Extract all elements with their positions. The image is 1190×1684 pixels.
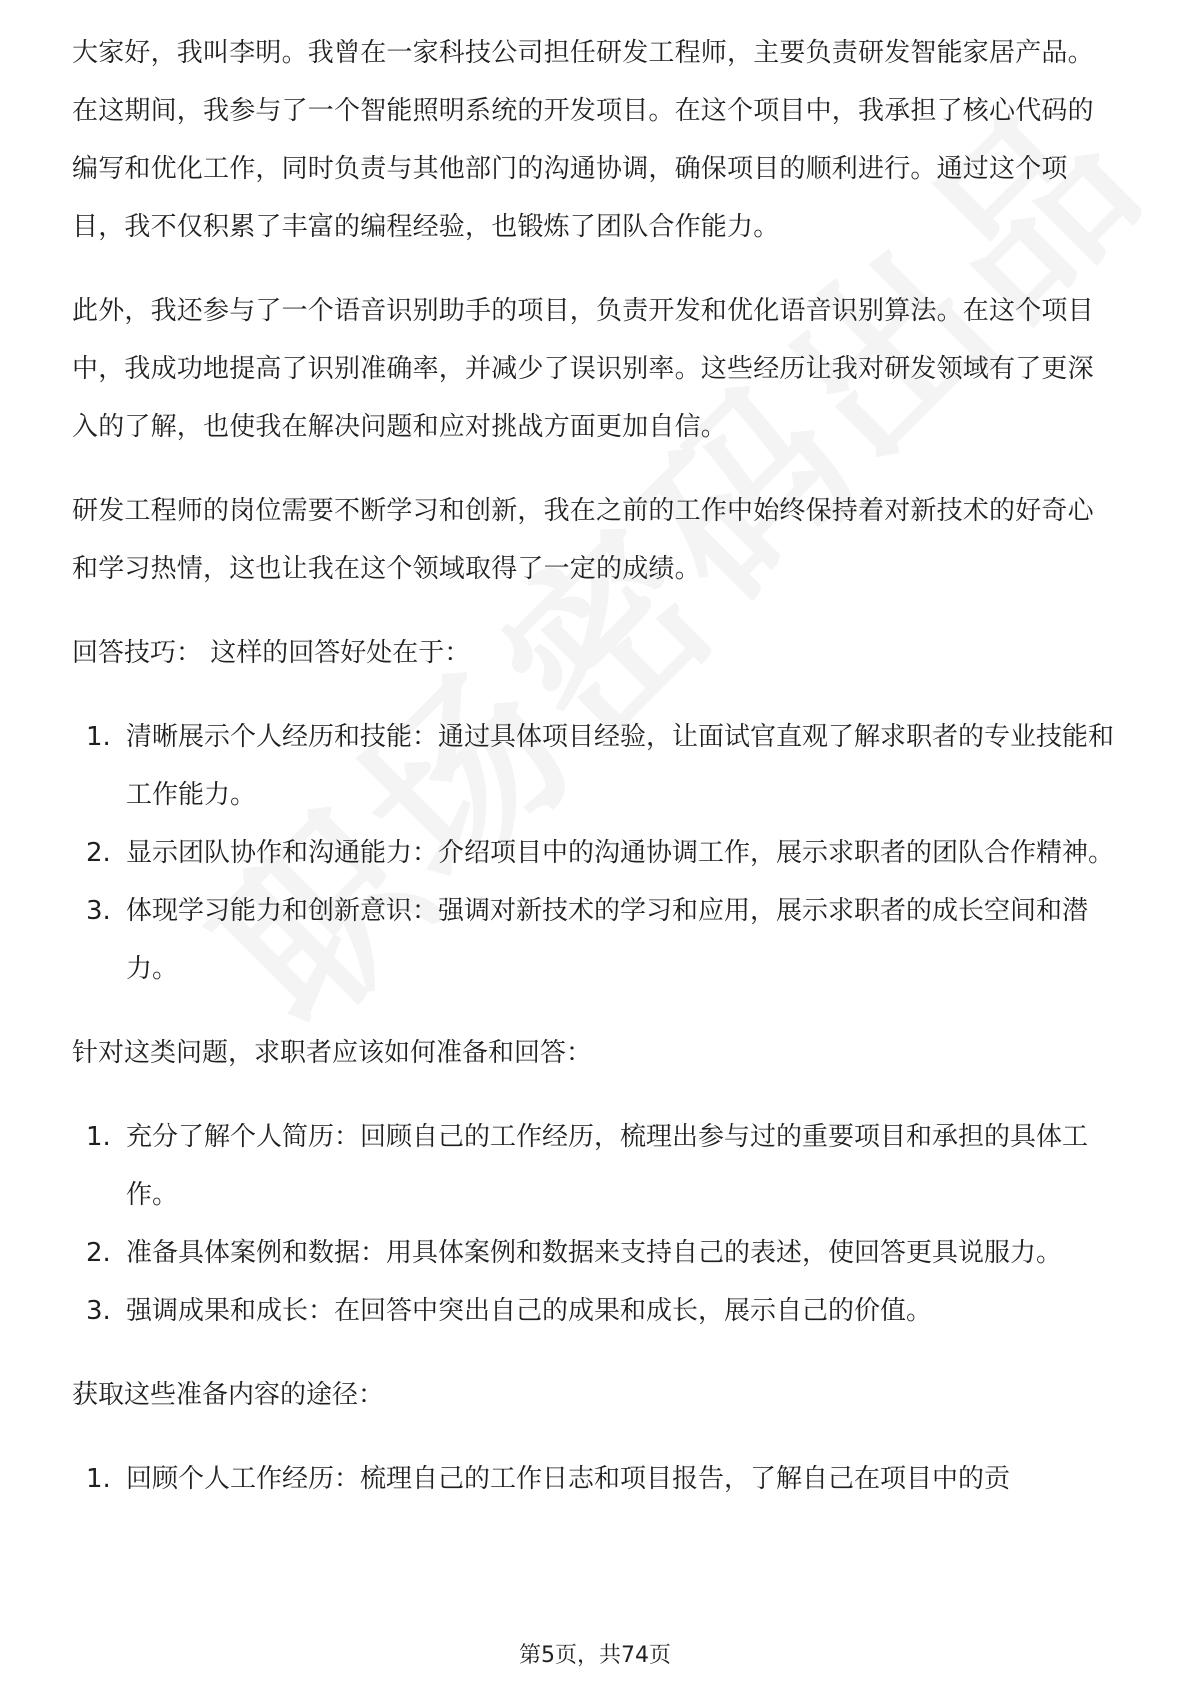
paragraph-voice-project: 此外，我还参与了一个语音识别助手的项目，负责开发和优化语音识别算法。在这个项目中，我成功地提高了识别准确率，并减少了误识别率。这些经历让我对研发领域有了更深入的了解，也使我在解决问题和应对挑战方面更加自信。 bbox=[72, 296, 1094, 442]
paragraph-learning: 研发工程师的岗位需要不断学习和创新，我在之前的工作中始终保持着对新技术的好奇心和学习热情，这也让我在这个领域取得了一定的成绩。 bbox=[72, 496, 1094, 584]
list-item bbox=[72, 1224, 1118, 1282]
list-number: 1. bbox=[86, 722, 111, 752]
document-page bbox=[72, 0, 1118, 1684]
list-item bbox=[72, 1450, 1118, 1508]
list-item bbox=[72, 824, 1118, 882]
list-text: 强调成果和成长：在回答中突出自己的成果和成长，展示自己的价值。 bbox=[126, 1296, 933, 1326]
list-number: 2. bbox=[86, 1238, 111, 1268]
list-number: 2. bbox=[86, 838, 111, 868]
list-tips bbox=[72, 708, 1118, 998]
list-sources bbox=[72, 1450, 1118, 1508]
list-text: 充分了解个人简历：回顾自己的工作经历，梳理出参与过的重要项目和承担的具体工作。 bbox=[126, 1122, 1089, 1210]
list-number: 3. bbox=[86, 896, 111, 926]
list-prepare bbox=[72, 1108, 1118, 1340]
list-item bbox=[72, 708, 1118, 824]
list-number: 3. bbox=[86, 1296, 111, 1326]
list-number: 1. bbox=[86, 1122, 111, 1152]
section-heading-prepare: 针对这类问题，求职者应该如何准备和回答： bbox=[72, 1038, 593, 1068]
list-text: 显示团队协作和沟通能力：介绍项目中的沟通协调工作，展示求职者的团队合作精神。 bbox=[126, 838, 1115, 868]
list-text: 体现学习能力和创新意识：强调对新技术的学习和应用，展示求职者的成长空间和潜力。 bbox=[126, 896, 1089, 984]
list-text: 回顾个人工作经历：梳理自己的工作日志和项目报告，了解自己在项目中的贡 bbox=[126, 1464, 1011, 1494]
list-number: 1. bbox=[86, 1464, 111, 1494]
list-item bbox=[72, 1108, 1118, 1224]
list-text: 清晰展示个人经历和技能：通过具体项目经验，让面试官直观了解求职者的专业技能和工作能力。 bbox=[126, 722, 1115, 810]
document-content bbox=[72, 24, 1118, 1534]
list-item bbox=[72, 882, 1118, 998]
section-heading-sources: 获取这些准备内容的途径： bbox=[72, 1380, 385, 1410]
list-item bbox=[72, 1282, 1118, 1340]
page-footer: 第5页，共74页 bbox=[519, 1643, 671, 1668]
paragraph-intro: 大家好，我叫李明。我曾在一家科技公司担任研发工程师，主要负责研发智能家居产品。在这期间，我参与了一个智能照明系统的开发项目。在这个项目中，我承担了核心代码的编写和优化工作，同时负责与其他部门的沟通协调，确保项目的顺利进行。通过这个项目，我不仅积累了丰富的编程经验，也锻炼了团队合作能力。 bbox=[72, 38, 1094, 242]
section-heading-tips: 回答技巧： 这样的回答好处在于： bbox=[72, 638, 471, 668]
list-text: 准备具体案例和数据：用具体案例和数据来支持自己的表述，使回答更具说服力。 bbox=[126, 1238, 1063, 1268]
